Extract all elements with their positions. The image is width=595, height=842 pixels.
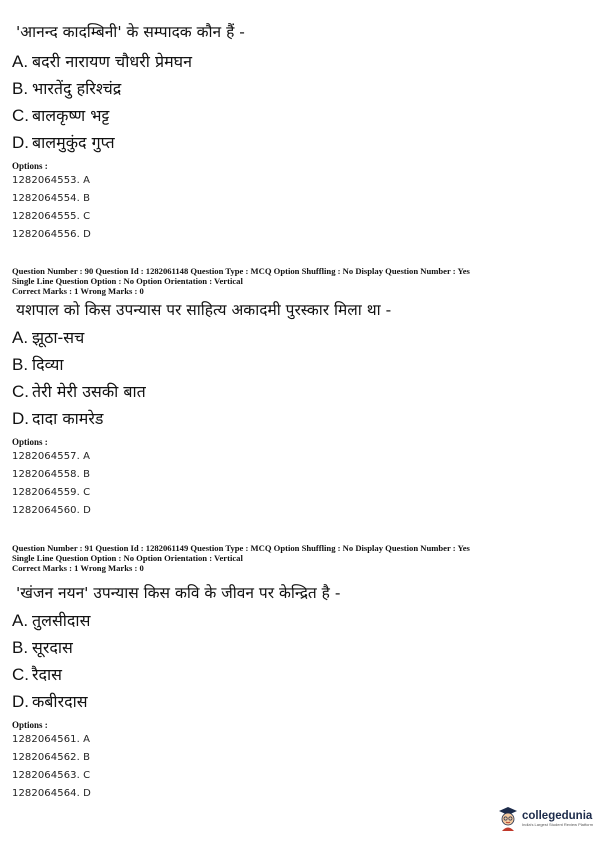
option-a [12, 50, 587, 77]
option-letter: D. [12, 133, 29, 152]
option-letter: A. [12, 328, 29, 347]
option-letter: D. [12, 409, 29, 428]
option-d [12, 407, 587, 434]
option-text: झूठा-सच [32, 328, 85, 347]
option-text: रैदास [32, 665, 63, 684]
question-meta-line: Question Number : 90 Question Id : 1282061148 Question Type : MCQ Option Shuffling : No Display Question Number : Yes [12, 266, 470, 276]
option-text: तुलसीदास [32, 611, 91, 630]
option-letter: C. [12, 382, 29, 401]
option-code: 1282064560. D [12, 505, 91, 516]
option-code: 1282064557. A [12, 451, 91, 462]
option-letter: B. [12, 79, 29, 98]
option-text: बालमुकुंद गुप्त [32, 133, 115, 152]
option-text: दिव्या [32, 355, 64, 374]
marks-line: Correct Marks : 1 Wrong Marks : 0 [12, 563, 144, 573]
option-text: कबीरदास [32, 692, 88, 711]
option-letter: B. [12, 355, 29, 374]
option-letter: B. [12, 638, 29, 657]
option-text: भारतेंदु हरिश्चंद्र [32, 79, 122, 98]
option-code: 1282064553. A [12, 175, 91, 186]
option-code: 1282064556. D [12, 229, 91, 240]
option-c [12, 104, 587, 131]
question-text: 'खंजन नयन' उपन्यास किस कवि के जीवन पर केन्द्रित है - [16, 584, 341, 602]
option-code: 1282064563. C [12, 770, 91, 781]
option-b [12, 77, 587, 104]
question-block-89 [12, 22, 587, 244]
collegedunia-logo [497, 804, 593, 832]
option-letter: C. [12, 665, 29, 684]
question-block-91 [12, 543, 587, 803]
logo-name: collegedunia [522, 809, 593, 822]
option-text: बदरी नारायण चौधरी प्रेमघन [32, 52, 192, 71]
option-text: दादा कामरेड [32, 409, 104, 428]
option-b [12, 353, 587, 380]
option-code: 1282064564. D [12, 788, 91, 799]
student-mascot-icon [497, 804, 519, 832]
options-label: Options : [12, 161, 48, 171]
logo-text [522, 810, 593, 827]
question-meta-line: Single Line Question Option : No Option Orientation : Vertical [12, 276, 243, 286]
option-code: 1282064558. B [12, 469, 91, 480]
question-block-90 [12, 266, 587, 520]
option-letter: A. [12, 611, 29, 630]
option-letter: D. [12, 692, 29, 711]
marks-line: Correct Marks : 1 Wrong Marks : 0 [12, 286, 144, 296]
option-b [12, 636, 587, 663]
option-a [12, 609, 587, 636]
options-label: Options : [12, 437, 48, 447]
option-code: 1282064559. C [12, 487, 91, 498]
question-text: यशपाल को किस उपन्यास पर साहित्य अकादमी पुरस्कार मिला था - [16, 301, 392, 319]
option-c [12, 663, 587, 690]
option-letter: C. [12, 106, 29, 125]
option-c [12, 380, 587, 407]
option-code: 1282064561. A [12, 734, 91, 745]
option-text: तेरी मेरी उसकी बात [32, 382, 146, 401]
question-meta-line: Question Number : 91 Question Id : 1282061149 Question Type : MCQ Option Shuffling : No Display Question Number : Yes [12, 543, 470, 553]
options-label: Options : [12, 720, 48, 730]
option-letter: A. [12, 52, 29, 71]
logo-tagline: India's Largest Student Review Platform [522, 821, 594, 827]
option-text: बालकृष्ण भट्ट [32, 106, 110, 125]
question-meta-line: Single Line Question Option : No Option Orientation : Vertical [12, 553, 243, 563]
option-code: 1282064562. B [12, 752, 91, 763]
option-code: 1282064555. C [12, 211, 91, 222]
option-text: सूरदास [32, 638, 73, 657]
option-d [12, 131, 587, 158]
question-text: 'आनन्द कादम्बिनी' के सम्पादक कौन हैं - [16, 23, 245, 41]
option-a [12, 326, 587, 353]
option-d [12, 690, 587, 717]
option-code: 1282064554. B [12, 193, 91, 204]
